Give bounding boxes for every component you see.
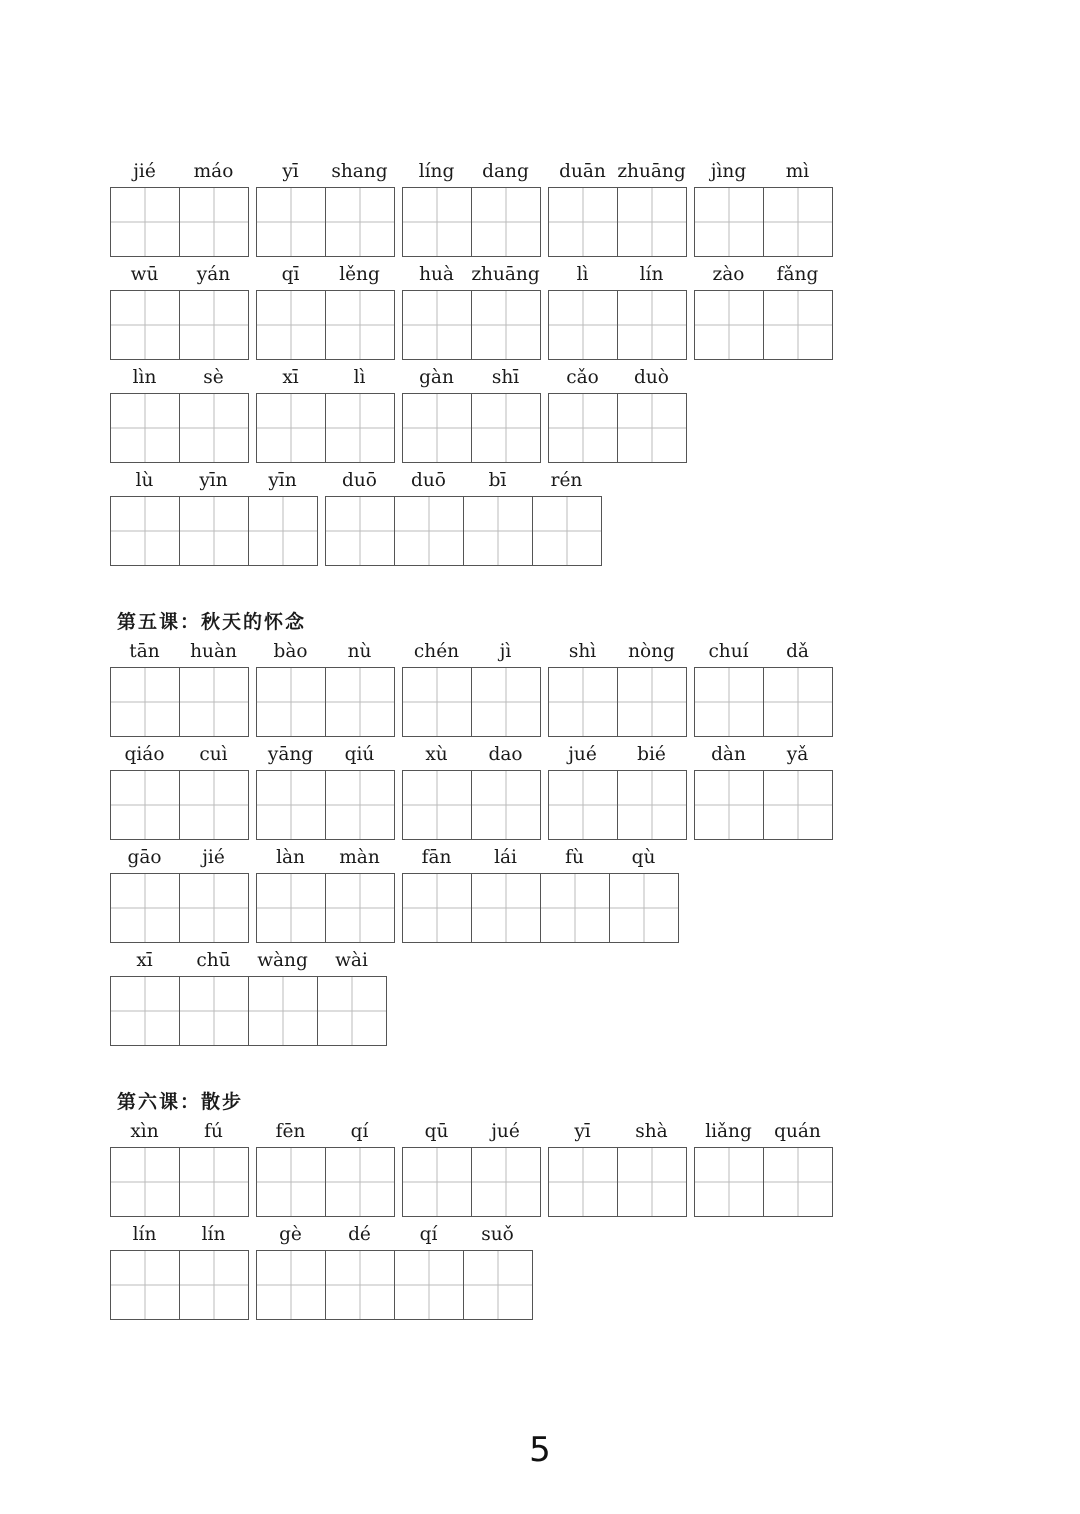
pinyin-label: shī [491, 367, 520, 388]
pinyin-label: gàn [419, 367, 454, 388]
writing-cell[interactable] [179, 1147, 249, 1217]
writing-cell[interactable] [471, 770, 541, 840]
pinyin-label: chén [413, 641, 460, 662]
writing-cell[interactable] [609, 873, 679, 943]
pinyin-label: xù [425, 744, 448, 765]
writing-cell[interactable] [325, 873, 395, 943]
writing-cell[interactable] [471, 1147, 541, 1217]
writing-cell[interactable] [179, 770, 249, 840]
pinyin-label: jué [491, 1121, 520, 1142]
writing-cell[interactable] [694, 187, 764, 257]
pinyin-label: sè [203, 367, 224, 388]
pinyin-label: yīn [268, 470, 297, 491]
pinyin-label: jì [499, 641, 512, 662]
writing-cell[interactable] [402, 187, 472, 257]
pinyin-label: shang [331, 161, 388, 182]
writing-cell[interactable] [179, 873, 249, 943]
writing-cell[interactable] [325, 496, 395, 566]
pinyin-label: qiáo [124, 744, 165, 765]
writing-cell[interactable] [617, 290, 687, 360]
writing-cell[interactable] [110, 393, 180, 463]
pinyin-label: lì [576, 264, 589, 285]
writing-cell[interactable] [248, 496, 318, 566]
writing-cell[interactable] [617, 667, 687, 737]
pinyin-label: yán [196, 264, 231, 285]
pinyin-label: làn [276, 847, 305, 868]
pinyin-label: jìng [710, 161, 747, 182]
writing-cell[interactable] [248, 976, 318, 1046]
pinyin-label: lù [135, 470, 154, 491]
pinyin-label: liǎng [705, 1121, 752, 1142]
writing-cell[interactable] [763, 667, 833, 737]
pinyin-label: fù [565, 847, 584, 868]
pinyin-label: bié [637, 744, 666, 765]
pinyin-label: dǎ [786, 641, 809, 662]
pinyin-label: gè [279, 1224, 302, 1245]
pinyin-label: dé [348, 1224, 371, 1245]
writing-cell[interactable] [110, 873, 180, 943]
writing-cell[interactable] [256, 770, 326, 840]
pinyin-label: líng [418, 161, 455, 182]
writing-cell[interactable] [548, 667, 618, 737]
pinyin-label: lín [639, 264, 664, 285]
pinyin-label: wài [335, 950, 368, 971]
writing-cell[interactable] [694, 770, 764, 840]
writing-cell[interactable] [548, 393, 618, 463]
pinyin-label: lái [494, 847, 517, 868]
pinyin-label: huà [419, 264, 454, 285]
pinyin-label: qiú [344, 744, 375, 765]
pinyin-label: yī [574, 1121, 591, 1142]
writing-cell[interactable] [532, 496, 602, 566]
pinyin-label: jué [568, 744, 597, 765]
writing-cell[interactable] [402, 290, 472, 360]
pinyin-label: yī [282, 161, 299, 182]
writing-cell[interactable] [110, 496, 180, 566]
writing-cell[interactable] [694, 667, 764, 737]
pinyin-label: dao [488, 744, 523, 765]
writing-cell[interactable] [179, 1250, 249, 1320]
writing-cell[interactable] [325, 187, 395, 257]
pinyin-label: suǒ [481, 1224, 514, 1245]
pinyin-label: nòng [628, 641, 675, 662]
pinyin-label: qī [281, 264, 300, 285]
pinyin-label: nù [347, 641, 372, 662]
pinyin-label: duō [411, 470, 446, 491]
pinyin-label: lín [132, 1224, 157, 1245]
writing-cell[interactable] [325, 290, 395, 360]
pinyin-label: chū [196, 950, 231, 971]
writing-cell[interactable] [471, 667, 541, 737]
pinyin-label: fǎng [776, 264, 819, 285]
writing-cell[interactable] [763, 770, 833, 840]
pinyin-label: qū [424, 1121, 449, 1142]
writing-cell[interactable] [617, 1147, 687, 1217]
pinyin-label: màn [339, 847, 380, 868]
pinyin-label: lěng [339, 264, 380, 285]
pinyin-label: qù [631, 847, 656, 868]
pinyin-label: fēn [275, 1121, 306, 1142]
writing-cell[interactable] [325, 393, 395, 463]
writing-cell[interactable] [471, 290, 541, 360]
writing-cell[interactable] [694, 1147, 764, 1217]
writing-cell[interactable] [179, 393, 249, 463]
writing-cell[interactable] [471, 187, 541, 257]
writing-cell[interactable] [394, 496, 464, 566]
writing-cell[interactable] [763, 1147, 833, 1217]
writing-cell[interactable] [179, 976, 249, 1046]
writing-cell[interactable] [694, 290, 764, 360]
pinyin-label: dang [482, 161, 529, 182]
pinyin-label: zào [712, 264, 745, 285]
pinyin-label: yāng [267, 744, 314, 765]
writing-cell[interactable] [548, 290, 618, 360]
writing-cell[interactable] [402, 393, 472, 463]
pinyin-label: quán [774, 1121, 821, 1142]
writing-cell[interactable] [110, 1147, 180, 1217]
pinyin-label: jié [133, 161, 156, 182]
writing-cell[interactable] [402, 667, 472, 737]
writing-cell[interactable] [256, 187, 326, 257]
writing-cell[interactable] [548, 770, 618, 840]
pinyin-label: yǎ [786, 744, 809, 765]
pinyin-label: jié [202, 847, 225, 868]
pinyin-label: duō [342, 470, 377, 491]
writing-cell[interactable] [179, 187, 249, 257]
writing-cell[interactable] [617, 770, 687, 840]
pinyin-label: fān [421, 847, 452, 868]
writing-cell[interactable] [548, 187, 618, 257]
writing-cell[interactable] [256, 873, 326, 943]
writing-cell[interactable] [463, 1250, 533, 1320]
pinyin-label: yīn [199, 470, 228, 491]
writing-cell[interactable] [325, 1250, 395, 1320]
section-heading: 第五课：秋天的怀念 [117, 611, 307, 633]
pinyin-label: chuí [708, 641, 749, 662]
pinyin-label: máo [193, 161, 234, 182]
writing-cell[interactable] [325, 770, 395, 840]
writing-cell[interactable] [548, 1147, 618, 1217]
writing-cell[interactable] [256, 393, 326, 463]
writing-cell[interactable] [617, 187, 687, 257]
writing-cell[interactable] [110, 290, 180, 360]
pinyin-label: dàn [711, 744, 746, 765]
section-heading: 第六课：散步 [117, 1091, 244, 1113]
writing-cell[interactable] [325, 667, 395, 737]
writing-cell[interactable] [179, 496, 249, 566]
pinyin-label: lín [201, 1224, 226, 1245]
pinyin-label: fú [204, 1121, 223, 1142]
pinyin-label: xìn [130, 1121, 159, 1142]
writing-cell[interactable] [394, 1250, 464, 1320]
writing-cell[interactable] [179, 667, 249, 737]
pinyin-label: zhuāng [471, 264, 540, 285]
pinyin-label: cuì [199, 744, 228, 765]
pinyin-label: cǎo [566, 367, 599, 388]
pinyin-label: rén [550, 470, 583, 491]
writing-cell[interactable] [763, 290, 833, 360]
pinyin-label: shà [635, 1121, 668, 1142]
writing-cell[interactable] [402, 1147, 472, 1217]
writing-cell[interactable] [763, 187, 833, 257]
writing-cell[interactable] [110, 770, 180, 840]
pinyin-label: bào [273, 641, 308, 662]
pinyin-label: huàn [190, 641, 237, 662]
writing-cell[interactable] [256, 1250, 326, 1320]
pinyin-label: qí [419, 1224, 438, 1245]
pinyin-label: duò [634, 367, 669, 388]
writing-cell[interactable] [402, 873, 472, 943]
pinyin-label: qí [350, 1121, 369, 1142]
page-number: 5 [529, 1430, 551, 1470]
writing-cell[interactable] [402, 770, 472, 840]
writing-cell[interactable] [471, 393, 541, 463]
writing-cell[interactable] [463, 496, 533, 566]
pinyin-label: shì [568, 641, 597, 662]
writing-cell[interactable] [110, 187, 180, 257]
pinyin-label: bī [488, 470, 507, 491]
writing-cell[interactable] [179, 290, 249, 360]
pinyin-label: mì [785, 161, 810, 182]
writing-cell[interactable] [471, 873, 541, 943]
pinyin-label: lì [353, 367, 366, 388]
pinyin-label: zhuāng [617, 161, 686, 182]
writing-cell[interactable] [256, 290, 326, 360]
writing-cell[interactable] [317, 976, 387, 1046]
writing-cell[interactable] [617, 393, 687, 463]
pinyin-label: wàng [257, 950, 308, 971]
writing-cell[interactable] [256, 1147, 326, 1217]
writing-cell[interactable] [540, 873, 610, 943]
writing-cell[interactable] [110, 1250, 180, 1320]
pinyin-label: wū [130, 264, 159, 285]
pinyin-label: lìn [132, 367, 157, 388]
pinyin-label: gāo [127, 847, 162, 868]
writing-cell[interactable] [110, 976, 180, 1046]
pinyin-label: xī [136, 950, 153, 971]
writing-cell[interactable] [325, 1147, 395, 1217]
writing-cell[interactable] [110, 667, 180, 737]
pinyin-label: tān [129, 641, 160, 662]
pinyin-label: duān [559, 161, 606, 182]
pinyin-label: xī [282, 367, 299, 388]
writing-cell[interactable] [256, 667, 326, 737]
